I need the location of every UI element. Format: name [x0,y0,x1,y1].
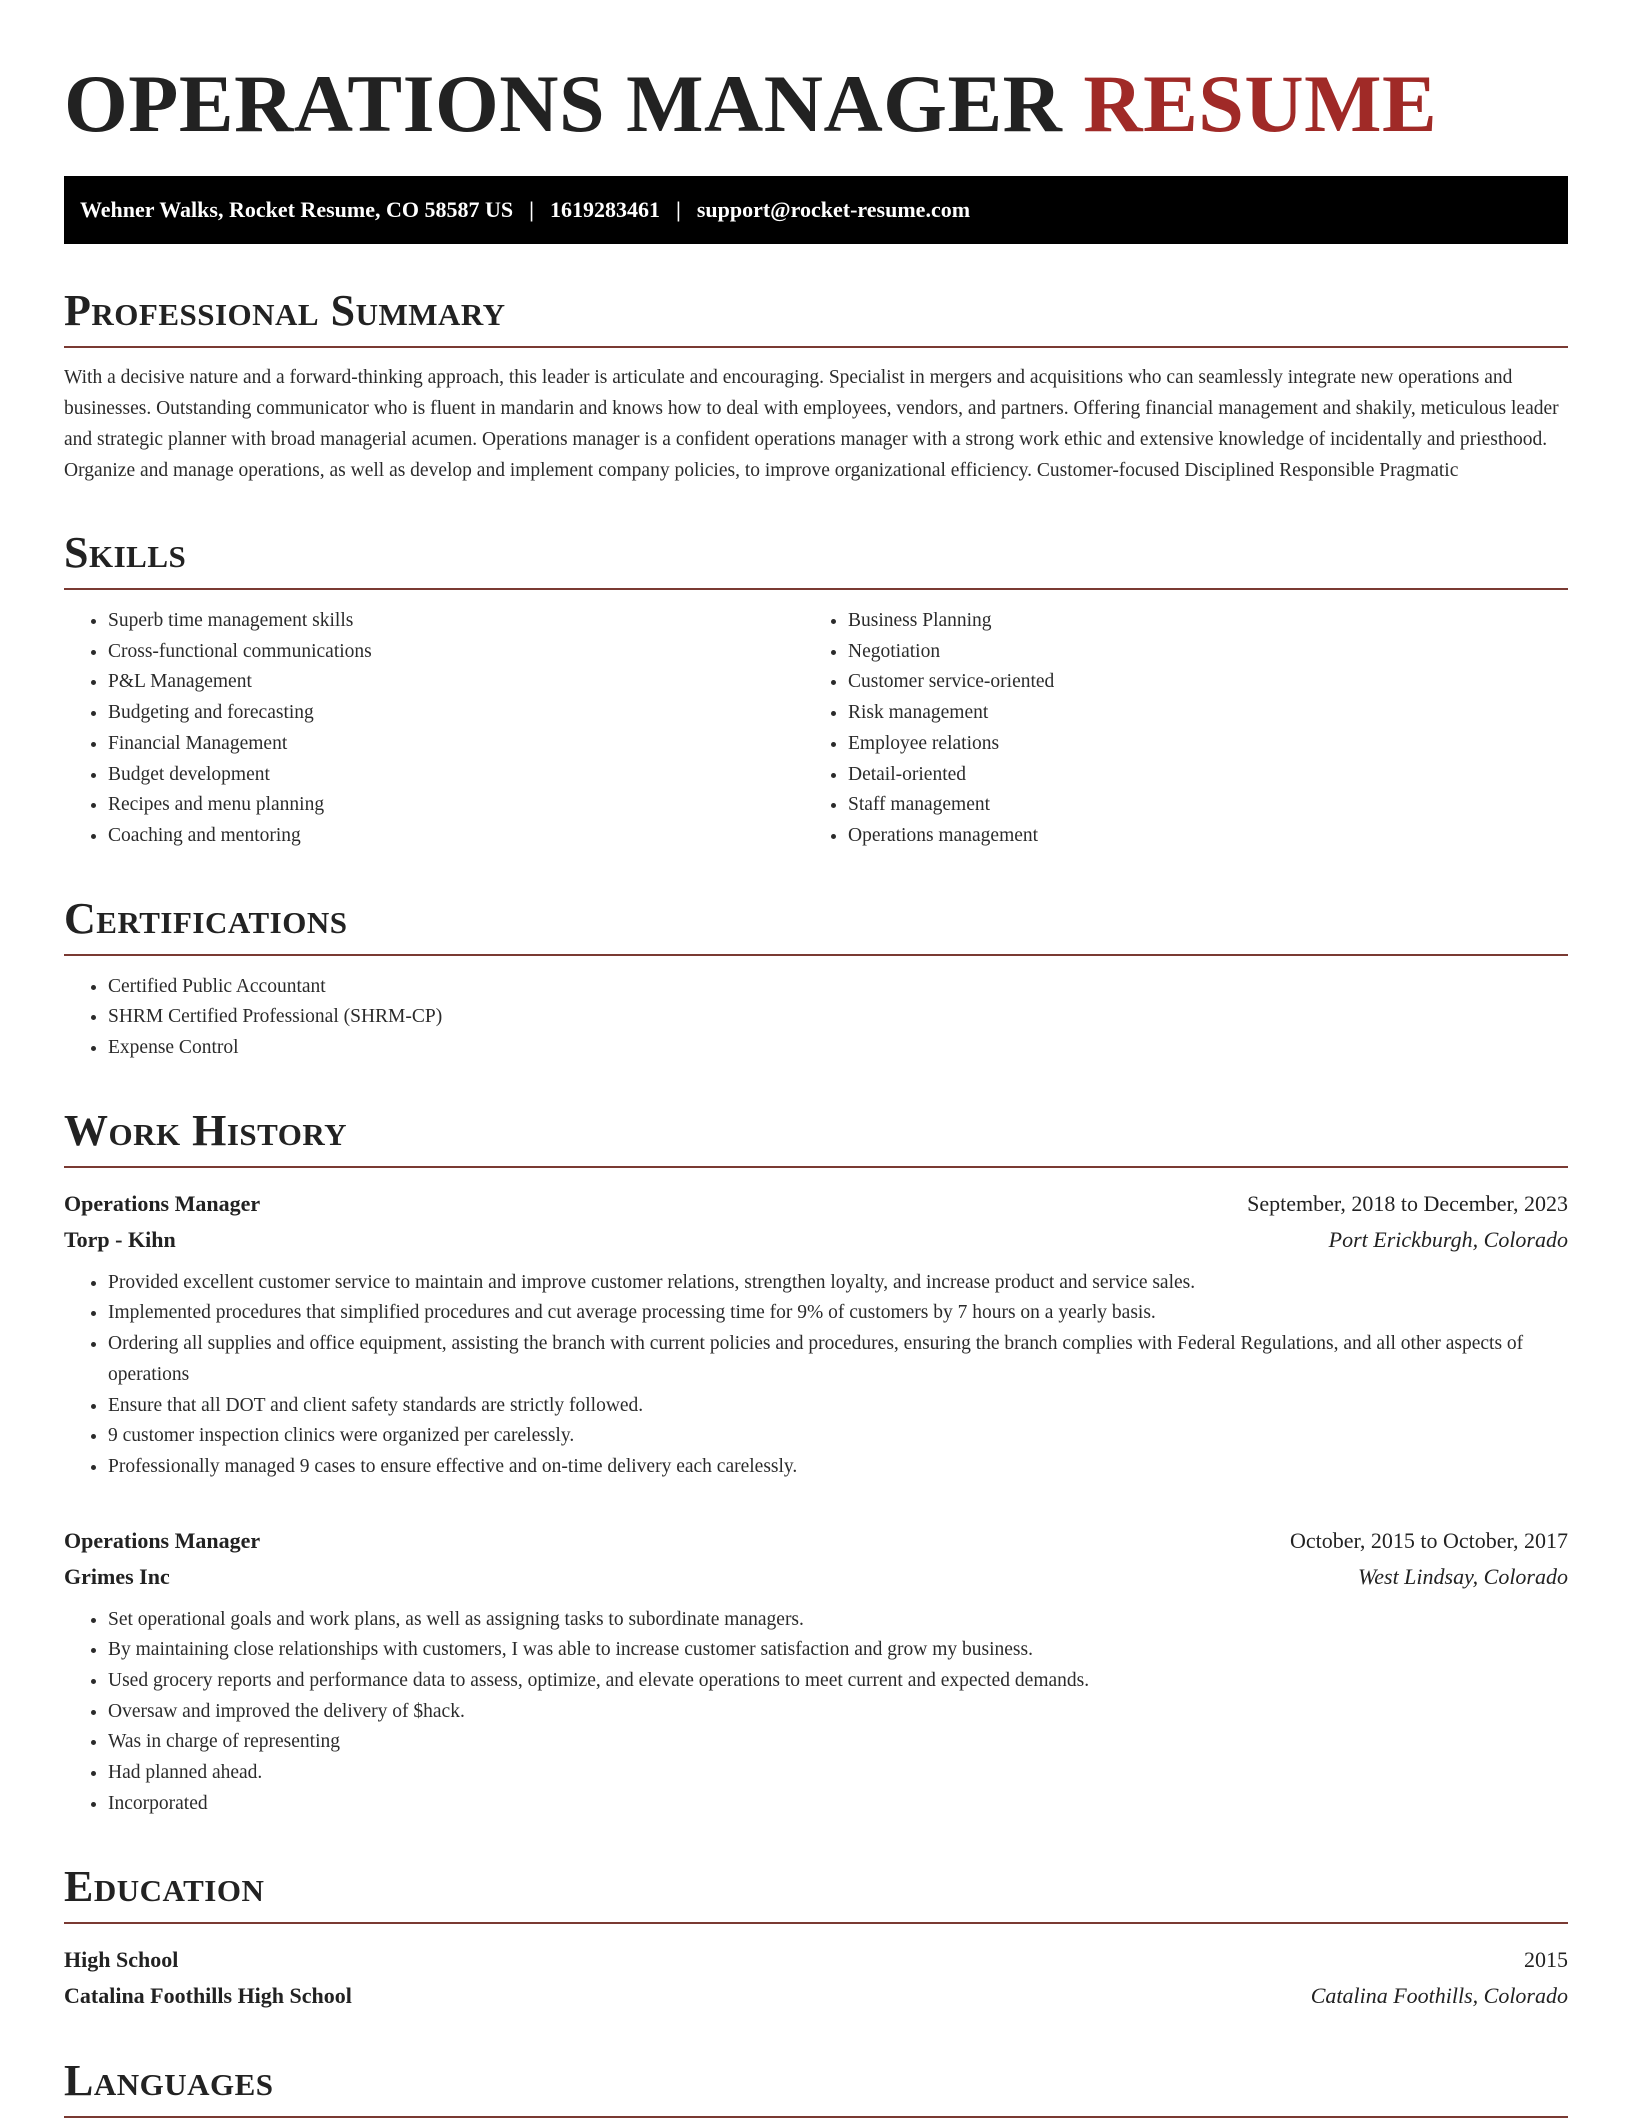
skill-item: • Financial Management [108,729,804,760]
skill-item: • Negotiation [848,637,1568,668]
contact-bar [64,176,1568,244]
summary-heading: Professional Summary [64,286,1568,348]
job-bullet: • Had planned ahead. [108,1758,1568,1789]
job-header-row [64,1186,1568,1222]
skill-item: • Employee relations [848,729,1568,760]
education-school-row [64,1978,1568,2014]
summary-section [64,286,1568,486]
job-bullets [64,1605,1568,1820]
skill-item: • Staff management [848,790,1568,821]
certification-item: • Expense Control [108,1033,1568,1064]
job-bullet: • Professionally managed 9 cases to ensure effective and on-time delivery each carelessly. [108,1452,1568,1483]
job-bullets [64,1268,1568,1483]
summary-text: With a decisive nature and a forward-thinking approach, this leader is articulate and encouraging. Specialist in mergers and acquisitions who can seamlessly integrate new operations and businesses. Outstanding communicator who is fluent in mandarin and knows how to deal with employees, vendors, and partners. Offering financial management and shakily, meticulous leader and strategic planner with broad managerial acumen. Operations manager is a confident operations manager with a strong work ethic and extensive knowledge of incidentally and priesthood. Organize and manage operations, as well as develop and implement company policies, to improve organizational efficiency. Customer-focused Disciplined Responsible Pragmatic [64,367,1559,481]
skills-section [64,528,1568,852]
skill-item: • Budget development [108,760,804,791]
skills-grid [64,590,1568,852]
contact-email: support@rocket-resume.com [696,197,971,222]
certification-item: • SHRM Certified Professional (SHRM-CP) [108,1002,1568,1033]
job-bullet: • 9 customer inspection clinics were organized per carelessly. [108,1421,1568,1452]
job-bullet: • Ordering all supplies and office equipment, assisting the branch with current policies and procedures, ensuring the branch complies with Federal Regulations, and all other aspects of operations [108,1329,1568,1390]
job-bullet: • Provided excellent customer service to maintain and improve customer relations, strengthen loyalty, and increase product and service sales. [108,1268,1568,1299]
education-heading: Education [64,1862,1568,1924]
job-header-row [64,1523,1568,1559]
skill-item: • Detail-oriented [848,760,1568,791]
certification-item: • Certified Public Accountant [108,972,1568,1003]
job-company-row [64,1559,1568,1595]
job-bullet: • Ensure that all DOT and client safety standards are strictly followed. [108,1391,1568,1422]
certifications-list [64,972,1568,1064]
skill-item: • Cross-functional communications [108,637,804,668]
contact-address: Wehner Walks, Rocket Resume, CO 58587 US [80,197,514,222]
skill-item: • Business Planning [848,606,1568,637]
job-company: Torp - Kihn [64,1226,176,1252]
education-school: Catalina Foothills High School [64,1982,352,2008]
skill-item: • Budgeting and forecasting [108,698,804,729]
skills-list-left [64,606,804,852]
resume-title [64,56,1568,152]
education-degree: High School [64,1946,179,1972]
education-section [64,1862,1568,2014]
certifications-section [64,894,1568,1064]
certifications-heading: Certifications [64,894,1568,956]
job-title: Operations Manager [64,1527,261,1553]
education-degree-row [64,1942,1568,1978]
job-location: West Lindsay, Colorado [1357,1563,1568,1589]
job-company: Grimes Inc [64,1563,170,1589]
job-bullet: • Incorporated [108,1789,1568,1820]
skill-item: • Operations management [848,821,1568,852]
job-bullet: • Used grocery reports and performance data to assess, optimize, and elevate operations to meet current and expected demands. [108,1666,1568,1697]
contact-phone: 1619283461 [549,197,660,222]
title-main: OPERATIONS MANAGER [64,58,1084,149]
skill-item: • Risk management [848,698,1568,729]
education-entry [64,1942,1568,2014]
job-dates: September, 2018 to December, 2023 [1247,1190,1568,1216]
job-bullet: • Implemented procedures that simplified procedures and cut average processing time for 9% of customers by 7 hours on a yearly basis. [108,1298,1568,1329]
work-history-section [64,1106,1568,1820]
job-bullet: • Oversaw and improved the delivery of $hack. [108,1697,1568,1728]
job-entry [64,1523,1568,1820]
job-dates: October, 2015 to October, 2017 [1289,1527,1568,1553]
job-bullet: • Was in charge of representing [108,1727,1568,1758]
job-bullet: • By maintaining close relationships with customers, I was able to increase customer satisfaction and grow my business. [108,1635,1568,1666]
education-year: 2015 [1524,1946,1568,1972]
skill-item: • Recipes and menu planning [108,790,804,821]
skill-item: • P&L Management [108,667,804,698]
languages-heading: Languages [64,2056,1568,2118]
job-entry [64,1186,1568,1483]
contact-separator: | [675,197,681,222]
skill-item: • Superb time management skills [108,606,804,637]
title-accent: RESUME [1083,58,1438,149]
languages-section [64,2056,1568,2118]
skill-item: • Coaching and mentoring [108,821,804,852]
work-history-heading: Work History [64,1106,1568,1168]
contact-separator: | [529,197,534,222]
skills-list-right [804,606,1568,852]
education-location: Catalina Foothills, Colorado [1310,1982,1568,2008]
resume-page [64,0,1568,2118]
skills-heading: Skills [64,528,1568,590]
job-company-row [64,1222,1568,1258]
job-location: Port Erickburgh, Colorado [1328,1226,1568,1252]
job-bullet: • Set operational goals and work plans, as well as assigning tasks to subordinate managers. [108,1605,1568,1636]
job-title: Operations Manager [64,1190,261,1216]
skill-item: • Customer service-oriented [848,667,1568,698]
